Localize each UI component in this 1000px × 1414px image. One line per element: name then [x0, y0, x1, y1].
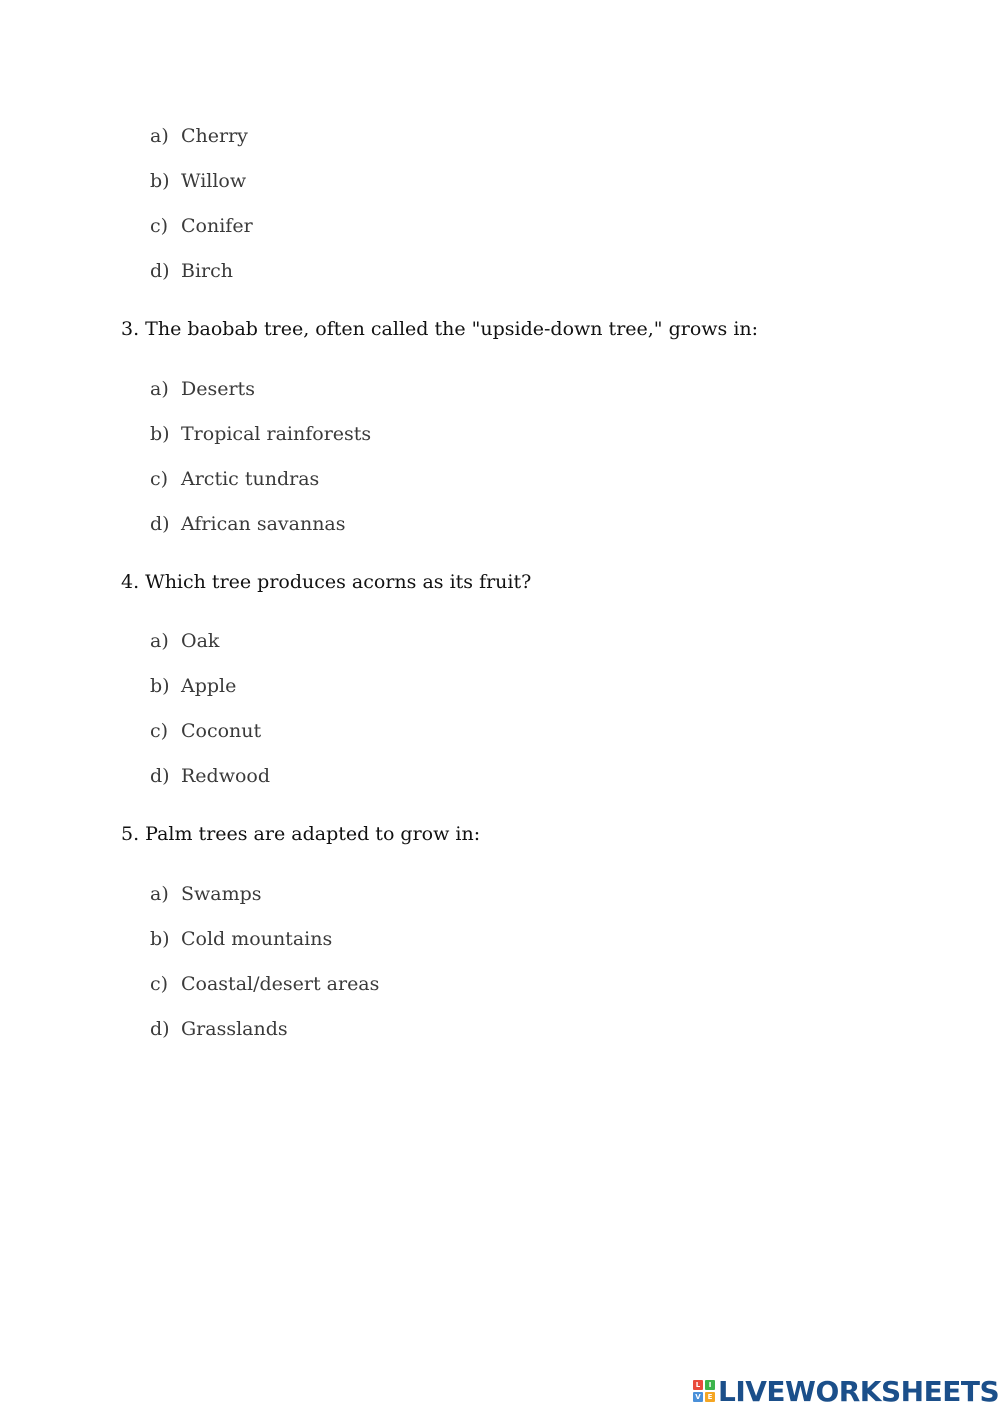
- option-text: Coastal/desert areas: [181, 973, 380, 995]
- logo-mark-tile: V: [693, 1392, 703, 1402]
- question-2-options: [150, 124, 253, 304]
- option-letter: a): [150, 378, 169, 400]
- option-item[interactable]: [150, 512, 371, 557]
- option-text: Grasslands: [181, 1018, 288, 1040]
- option-text: Oak: [181, 630, 220, 652]
- option-item[interactable]: [150, 719, 270, 764]
- option-item[interactable]: [150, 764, 270, 809]
- option-text: Redwood: [181, 765, 271, 787]
- option-text: Cold mountains: [181, 928, 333, 950]
- question-3-options: [150, 377, 371, 557]
- option-text: Arctic tundras: [181, 468, 320, 490]
- option-letter: d): [150, 765, 170, 787]
- option-text: Cherry: [181, 125, 248, 147]
- option-text: Deserts: [181, 378, 255, 400]
- option-item[interactable]: [150, 377, 371, 422]
- logo-mark-tile: E: [705, 1392, 715, 1402]
- option-text: African savannas: [181, 513, 346, 535]
- option-item[interactable]: [150, 1017, 379, 1062]
- option-letter: d): [150, 1018, 170, 1040]
- option-letter: c): [150, 468, 169, 490]
- option-text: Apple: [181, 675, 237, 697]
- option-item[interactable]: [150, 882, 379, 927]
- option-item[interactable]: [150, 259, 253, 304]
- question-5-options: [150, 882, 379, 1062]
- option-text: Conifer: [181, 215, 253, 237]
- option-item[interactable]: [150, 927, 379, 972]
- option-text: Tropical rainforests: [181, 423, 372, 445]
- question-5: 5. Palm trees are adapted to grow in:: [121, 823, 481, 845]
- option-text: Birch: [181, 260, 233, 282]
- option-text: Coconut: [181, 720, 262, 742]
- option-letter: b): [150, 170, 170, 192]
- option-text: Willow: [181, 170, 247, 192]
- option-item[interactable]: [150, 972, 379, 1017]
- logo-mark-tile: I: [705, 1380, 715, 1390]
- option-letter: c): [150, 973, 169, 995]
- option-letter: a): [150, 630, 169, 652]
- option-item[interactable]: [150, 467, 371, 512]
- option-item[interactable]: [150, 214, 253, 259]
- option-item[interactable]: [150, 629, 270, 674]
- option-letter: c): [150, 720, 169, 742]
- question-3: 3. The baobab tree, often called the "upside-down tree," grows in:: [121, 318, 759, 340]
- option-letter: b): [150, 675, 170, 697]
- logo-mark-icon: [693, 1380, 715, 1402]
- option-letter: d): [150, 260, 170, 282]
- option-item[interactable]: [150, 124, 253, 169]
- option-item[interactable]: [150, 422, 371, 467]
- option-letter: b): [150, 928, 170, 950]
- liveworksheets-logo[interactable]: [693, 1375, 999, 1407]
- logo-mark-tile: L: [693, 1380, 703, 1390]
- option-item[interactable]: [150, 674, 270, 719]
- option-letter: c): [150, 215, 169, 237]
- option-letter: b): [150, 423, 170, 445]
- option-text: Swamps: [181, 883, 262, 905]
- question-4: 4. Which tree produces acorns as its fruit?: [121, 571, 532, 593]
- question-4-options: [150, 629, 270, 809]
- option-item[interactable]: [150, 169, 253, 214]
- option-letter: a): [150, 883, 169, 905]
- option-letter: d): [150, 513, 170, 535]
- option-letter: a): [150, 125, 169, 147]
- logo-text: LIVEWORKSHEETS: [718, 1374, 1000, 1408]
